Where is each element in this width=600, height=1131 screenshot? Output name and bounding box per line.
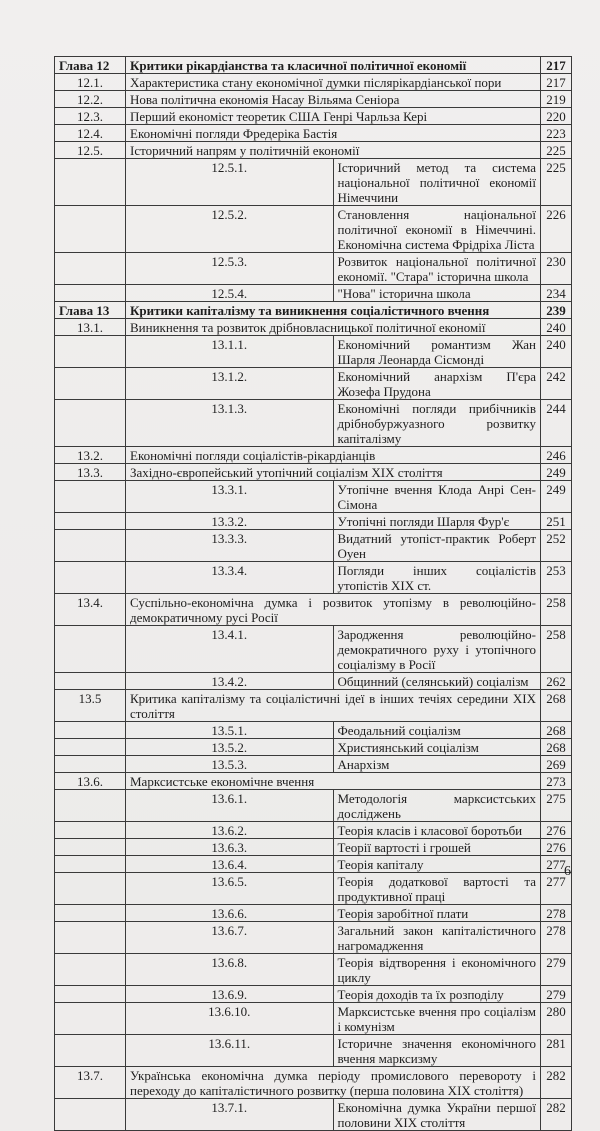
indent-cell [55,481,126,513]
page-ref: 258 [541,626,572,673]
indent-cell [55,253,126,285]
page-ref: 276 [541,839,572,856]
toc-row [55,626,572,673]
toc-row [55,905,572,922]
subsection-title: Теорія доходів та їх розподілу [333,986,541,1003]
indent-cell [55,285,126,302]
subsection-number: 13.6.9. [126,986,334,1003]
indent-cell [55,1035,126,1067]
page-ref: 249 [541,481,572,513]
subsection-number: 12.5.3. [126,253,334,285]
section-number: 13.4. [55,594,126,626]
toc-row [55,108,572,125]
subsection-title: Становлення національної політичної економії в Німеччині. Економічна система Фрідріха Ліста [333,206,541,253]
page-ref: 280 [541,1003,572,1035]
subsection-title: Історичне значення економічного вчення марксизму [333,1035,541,1067]
page-ref: 273 [541,773,572,790]
section-number: 13.6. [55,773,126,790]
section-title: Економічні погляди соціалістів-рікардіанців [126,447,541,464]
page-ref: 225 [541,159,572,206]
section-number: 12.2. [55,91,126,108]
subsection-number: 13.7.1. [126,1099,334,1131]
page-ref: 217 [541,74,572,91]
subsection-title: Теорія заробітної плати [333,905,541,922]
subsection-number: 13.6.4. [126,856,334,873]
indent-cell [55,1003,126,1035]
subsection-title: Економічна думка України першої половини XIX століття [333,1099,541,1131]
subsection-number: 13.3.3. [126,530,334,562]
chapter-title: Критики капіталізму та виникнення соціалістичного вчення [126,302,541,319]
subsection-number: 13.5.3. [126,756,334,773]
subsection-title: Економічний романтизм Жан Шарля Леонарда Сісмонді [333,336,541,368]
indent-cell [55,905,126,922]
toc-chapter-row [55,57,572,74]
page-number: 6 [564,864,571,879]
toc-row [55,756,572,773]
subsection-title: Методологія марксистських досліджень [333,790,541,822]
section-title: Критика капіталізму та соціалістичні ідеї в інших течіях середини XIX століття [126,690,541,722]
toc-row [55,206,572,253]
toc-row [55,319,572,336]
subsection-number: 13.3.4. [126,562,334,594]
page-ref: 230 [541,253,572,285]
subsection-number: 13.3.2. [126,513,334,530]
section-title: Марксистське економічне вчення [126,773,541,790]
page-ref: 252 [541,530,572,562]
subsection-title: Теорія класів і класової боротьби [333,822,541,839]
subsection-number: 13.5.2. [126,739,334,756]
page-ref: 249 [541,464,572,481]
subsection-number: 12.5.2. [126,206,334,253]
subsection-title: Общинний (селянський) соціалізм [333,673,541,690]
toc-row [55,530,572,562]
toc-row [55,690,572,722]
page-ref: 282 [541,1099,572,1131]
indent-cell [55,368,126,400]
subsection-title: "Нова" історична школа [333,285,541,302]
page-ref: 220 [541,108,572,125]
toc-row [55,986,572,1003]
subsection-number: 13.6.3. [126,839,334,856]
section-title: Суспільно-економічна думка і розвиток утопізму в революційно-демократичному русі Росії [126,594,541,626]
page-ref: 258 [541,594,572,626]
indent-cell [55,673,126,690]
page-ref: 219 [541,91,572,108]
section-title: Виникнення та розвиток дрібновласницької політичної економії [126,319,541,336]
subsection-number: 13.6.1. [126,790,334,822]
page-ref: 240 [541,319,572,336]
subsection-title: Теорія капіталу [333,856,541,873]
indent-cell [55,562,126,594]
page-ref: 242 [541,368,572,400]
subsection-title: Утопічні погляди Шарля Фур'є [333,513,541,530]
subsection-title: Зародження революційно-демократичного руху і утопічного соціалізму в Росії [333,626,541,673]
toc-row [55,336,572,368]
section-number: 13.2. [55,447,126,464]
indent-cell [55,856,126,873]
indent-cell [55,873,126,905]
toc-row [55,159,572,206]
chapter-title: Критики рікардіанства та класичної політичної економії [126,57,541,74]
toc-row [55,562,572,594]
indent-cell [55,400,126,447]
section-title: Українська економічна думка періоду промислового перевороту і переходу до капіталістичного розвитку (перша половина XIX століття) [126,1067,541,1099]
subsection-number: 12.5.4. [126,285,334,302]
toc-body [55,57,572,1131]
page-ref: 225 [541,142,572,159]
page-ref: 281 [541,1035,572,1067]
page-ref: 275 [541,790,572,822]
toc-row [55,739,572,756]
section-title: Характеристика стану економічної думки післярікардіанської пори [126,74,541,91]
page-ref: 253 [541,562,572,594]
toc-row [55,954,572,986]
indent-cell [55,513,126,530]
indent-cell [55,822,126,839]
subsection-title: Розвиток національної політичної економії. "Стара" історична школа [333,253,541,285]
subsection-number: 13.1.2. [126,368,334,400]
indent-cell [55,722,126,739]
page-ref: 268 [541,722,572,739]
indent-cell [55,954,126,986]
toc-row [55,125,572,142]
subsection-title: Загальний закон капіталістичного нагромадження [333,922,541,954]
toc-row [55,1035,572,1067]
subsection-number: 13.1.3. [126,400,334,447]
page-ref: 277 [541,856,572,873]
section-title: Нова політична економія Насау Вільяма Сеніора [126,91,541,108]
subsection-number: 13.4.2. [126,673,334,690]
section-number: 12.4. [55,125,126,142]
table-of-contents [54,56,572,1131]
toc-row [55,400,572,447]
section-title: Економічні погляди Фредеріка Бастія [126,125,541,142]
page-ref: 282 [541,1067,572,1099]
subsection-number: 13.1.1. [126,336,334,368]
subsection-number: 13.3.1. [126,481,334,513]
page-ref: 268 [541,690,572,722]
page-ref: 279 [541,954,572,986]
toc-row [55,773,572,790]
indent-cell [55,986,126,1003]
toc-row [55,285,572,302]
toc-row [55,856,572,873]
subsection-title: Анархізм [333,756,541,773]
indent-cell [55,159,126,206]
page-ref: 240 [541,336,572,368]
section-number: 13.3. [55,464,126,481]
page-ref: 244 [541,400,572,447]
subsection-title: Марксистське вчення про соціалізм і комунізм [333,1003,541,1035]
page-ref: 277 [541,873,572,905]
section-number: 12.1. [55,74,126,91]
section-number: 13.5 [55,690,126,722]
subsection-number: 13.6.8. [126,954,334,986]
toc-row [55,142,572,159]
indent-cell [55,626,126,673]
page-ref: 217 [541,57,572,74]
subsection-number: 13.6.10. [126,1003,334,1035]
chapter-number: Глава 12 [55,57,126,74]
toc-row [55,464,572,481]
toc-row [55,481,572,513]
subsection-title: Погляди інших соціалістів утопістів XIX ст. [333,562,541,594]
page-ref: 268 [541,739,572,756]
subsection-number: 12.5.1. [126,159,334,206]
toc-row [55,839,572,856]
subsection-title: Теорія додаткової вартості та продуктивної праці [333,873,541,905]
subsection-number: 13.6.7. [126,922,334,954]
toc-row [55,673,572,690]
page-ref: 239 [541,302,572,319]
toc-chapter-row [55,302,572,319]
toc-row [55,447,572,464]
indent-cell [55,1099,126,1131]
subsection-title: Економічний анархізм П'єра Жозефа Прудона [333,368,541,400]
subsection-number: 13.4.1. [126,626,334,673]
toc-row [55,74,572,91]
indent-cell [55,790,126,822]
toc-row [55,513,572,530]
subsection-number: 13.6.5. [126,873,334,905]
page-ref: 262 [541,673,572,690]
page-ref: 251 [541,513,572,530]
section-title: Перший економіст теоретик США Генрі Чарльза Кері [126,108,541,125]
subsection-number: 13.6.2. [126,822,334,839]
subsection-title: Теорії вартості і грошей [333,839,541,856]
page-ref: 278 [541,905,572,922]
toc-row [55,722,572,739]
page-ref: 278 [541,922,572,954]
subsection-title: Історичний метод та система національної політичної економії Німеччини [333,159,541,206]
toc-row [55,922,572,954]
indent-cell [55,530,126,562]
section-number: 12.5. [55,142,126,159]
toc-row [55,822,572,839]
section-title: Історичний напрям у політичній економії [126,142,541,159]
toc-row [55,368,572,400]
subsection-title: Християнський соціалізм [333,739,541,756]
subsection-title: Видатний утопіст-практик Роберт Оуен [333,530,541,562]
section-number: 12.3. [55,108,126,125]
subsection-number: 13.5.1. [126,722,334,739]
indent-cell [55,206,126,253]
toc-row [55,1003,572,1035]
toc-row [55,873,572,905]
page-ref: 226 [541,206,572,253]
page-ref: 234 [541,285,572,302]
chapter-number: Глава 13 [55,302,126,319]
indent-cell [55,839,126,856]
subsection-number: 13.6.6. [126,905,334,922]
section-title: Західно-європейський утопічний соціалізм XIX століття [126,464,541,481]
page-ref: 223 [541,125,572,142]
page-ref: 279 [541,986,572,1003]
section-number: 13.7. [55,1067,126,1099]
page-ref: 276 [541,822,572,839]
subsection-title: Утопічне вчення Клода Анрі Сен-Сімона [333,481,541,513]
subsection-title: Теорія відтворення і економічного циклу [333,954,541,986]
subsection-title: Феодальний соціалізм [333,722,541,739]
indent-cell [55,922,126,954]
indent-cell [55,756,126,773]
page-ref: 246 [541,447,572,464]
toc-row [55,253,572,285]
indent-cell [55,739,126,756]
toc-row [55,790,572,822]
toc-row [55,1067,572,1099]
page-ref: 269 [541,756,572,773]
subsection-title: Економічні погляди прибічників дрібнобуржуазного розвитку капіталізму [333,400,541,447]
subsection-number: 13.6.11. [126,1035,334,1067]
toc-row [55,594,572,626]
toc-row [55,91,572,108]
toc-row [55,1099,572,1131]
section-number: 13.1. [55,319,126,336]
indent-cell [55,336,126,368]
